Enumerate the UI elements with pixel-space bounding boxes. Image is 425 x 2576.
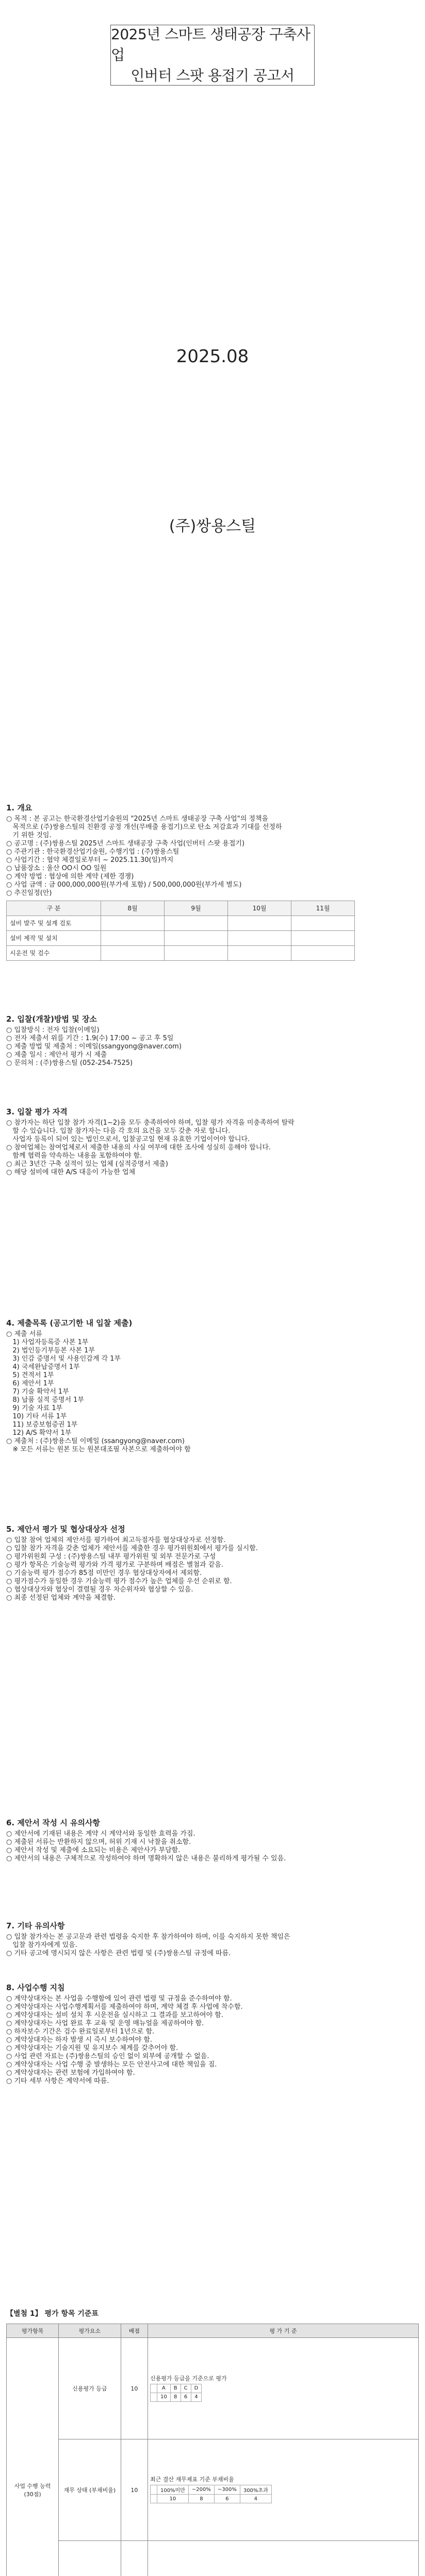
eval-item: [59, 2541, 121, 2576]
eval-row: [7, 2439, 419, 2541]
text-line: ○ 공고명 : (주)쌍용스틸 2025년 스마트 생태공장 구축 사업(인버터 스팟 용접기): [6, 840, 245, 848]
section-heading: 7. 기타 유의사항: [6, 1921, 65, 1930]
eval-criteria-cell: [148, 2439, 418, 2541]
text-line: ○ 참여업체는 참여업체로서 제출한 내용의 사실 여부에 대한 조사에 성실히 응해야 합니다.: [6, 1144, 271, 1151]
grade-cell: A: [157, 2384, 170, 2393]
text-line: ○ 최근 3년간 구축 실적이 있는 업체 (실적증명서 제출): [6, 1160, 168, 1168]
text-line: ○ 계약상대자는 사업 수행 중 발생하는 모든 안전사고에 대한 책임을 짐.: [6, 2061, 217, 2069]
text-line: ○ 입찰 참여 업체의 제안서를 평가하여 최고득점자를 협상대상자로 선정함.: [6, 1536, 226, 1544]
grade-cell: D: [191, 2384, 202, 2393]
schedule-cell: [101, 916, 165, 931]
text-line: ○ 추진일정(안): [6, 889, 52, 897]
text-line: 11) 보증보험증권 1부: [6, 1421, 78, 1429]
section-body: [6, 1119, 419, 1177]
section-heading: 2. 입찰(개찰)방법 및 장소: [6, 1014, 97, 1024]
text-line: ○ 제출처 : (주)쌍용스틸 이메일 (ssangyong@naver.com): [6, 1437, 185, 1445]
text-line: 함께 협력을 약속하는 내용을 포함하여야 함.: [6, 1152, 142, 1160]
schedule-cell: [165, 916, 228, 931]
section-bid-method: [6, 1015, 419, 1067]
section-other-notes: [6, 1922, 419, 1958]
text-line: ○ 계약상대자는 본 사업을 수행함에 있어 관련 법령 및 규정을 준수하여야 함.: [6, 1995, 232, 2003]
section-evaluation: [6, 1525, 419, 1602]
text-line: 3) 인감 증명서 및 사용인감계 각 1부: [6, 1355, 121, 1363]
text-line: 기 위한 것임.: [6, 832, 52, 839]
document-title-line-2: 인버터 스팟 용접기 공고서: [130, 67, 295, 84]
section-body: [6, 1933, 419, 1958]
section-heading: 4. 제출목록 (공고기한 내 입찰 제출): [6, 1318, 133, 1328]
text-line: ○ 제안서에 기재된 내용은 계약 시 계약서와 동일한 효력을 가짐.: [6, 1830, 195, 1838]
text-line: ○ 계약상대자는 하자 발생 시 즉시 보수하여야 함.: [6, 2036, 153, 2044]
schedule-table: [6, 901, 355, 961]
text-line: 1) 사업자등록증 사본 1부: [6, 1338, 89, 1346]
text-line: ※ 모든 서류는 원본 또는 원본대조필 사본으로 제출하여야 함: [6, 1446, 191, 1453]
schedule-cell: [291, 931, 355, 946]
section-heading: 8. 사업수행 지침: [6, 1983, 65, 1992]
text-line: ○ 평가위원회 구성 : (주)쌍용스틸 내부 평가위원 및 외부 전문가로 구성: [6, 1553, 216, 1561]
points-cell: 6: [181, 2393, 191, 2401]
eval-header: 평 가 기 준: [148, 2324, 418, 2338]
text-line: ○ 제안서 작성 및 제출에 소요되는 비용은 제안사가 부담함.: [6, 1846, 181, 1854]
schedule-header-label: 구 분: [7, 901, 101, 916]
schedule-row: [7, 916, 355, 931]
eval-header: 배점: [121, 2324, 148, 2338]
section-body: [6, 1995, 419, 2086]
document-title-line-1: 2025년 스마트 생태공장 구축사업: [111, 26, 310, 63]
evaluation-table-1-wrapper: [6, 2324, 419, 2576]
text-line: 12) A/S 확약서 1부: [6, 1429, 72, 1437]
points-cell: 8: [170, 2393, 181, 2401]
points-cell: 10: [157, 2393, 170, 2401]
text-line: ○ 기타 공고에 명시되지 않은 사항은 관련 법령 및 (주)쌍용스틸 규정에 따름.: [6, 1950, 231, 1957]
document-title-box: [110, 25, 315, 86]
text-line: ○ 계약상대자는 설비 설치 후 시운전을 실시하고 그 결과를 보고하여야 함.: [6, 2011, 223, 2019]
text-line: ○ 평가 항목은 기술능력 평가와 가격 평가로 구분하며 배점은 별첨과 같음.: [6, 1561, 223, 1569]
section-submission-list: [6, 1319, 419, 1454]
eval-item: 신용평가 등급: [59, 2338, 121, 2439]
text-line: 입찰 참가자에게 있음.: [6, 1941, 77, 1949]
text-line: 2) 법인등기부등본 사본 1부: [6, 1347, 95, 1354]
points-cell: 4: [191, 2393, 202, 2401]
schedule-header-month: 8월: [101, 901, 165, 916]
eval-score: 10: [121, 2338, 148, 2439]
evaluation-table-1: [6, 2324, 419, 2576]
section-body: [6, 1536, 419, 1602]
text-line: ○ 기술능력 평가 점수가 85점 미만인 경우 협상대상자에서 제외함.: [6, 1569, 202, 1577]
section-heading: 6. 제안서 작성 시 유의사항: [6, 1818, 100, 1827]
text-line: ○ 평가점수가 동일한 경우 기술능력 평가 점수가 높은 업체를 우선 순위로 함.: [6, 1578, 232, 1585]
text-line: ○ 제출 서류: [6, 1330, 42, 1338]
annex-heading: 【별첨 1】 평가 항목 기준표: [6, 2310, 99, 2318]
eval-item: 재무 상태 (부채비율): [59, 2439, 121, 2541]
grade-label: [150, 2384, 157, 2393]
grade-table: [150, 2485, 272, 2503]
text-line: ○ 문의처 : (주)쌍용스틸 (052-254-7525): [6, 1059, 133, 1067]
section-heading: 1. 개요: [6, 803, 32, 812]
text-line: ○ 사업 금액 : 금 000,000,000원(부가세 포함) / 500,000,000원(부가세 별도): [6, 881, 242, 889]
eval-criteria-cell: [148, 2541, 418, 2576]
text-line: 10) 기타 서류 1부: [6, 1413, 67, 1420]
section-overview: [6, 804, 419, 961]
text-line: 8) 납품 실적 증명서 1부: [6, 1396, 85, 1404]
text-line: ○ 입찰방식 : 전자 입찰(이메일): [6, 1026, 100, 1034]
grade-label: [150, 2485, 157, 2495]
schedule-cell: [101, 931, 165, 946]
company-name: (주)쌍용스틸: [169, 517, 256, 535]
schedule-row: [7, 931, 355, 946]
eval-header: 평가요소: [59, 2324, 121, 2338]
schedule-cell: [291, 916, 355, 931]
schedule-cell: [228, 946, 291, 961]
grade-row: [150, 2485, 271, 2495]
eval-row: [7, 2541, 419, 2576]
text-line: 5) 견적서 1부: [6, 1371, 54, 1379]
text-line: ○ 협상대상자와 협상이 결렬될 경우 차순위자와 협상할 수 있음.: [6, 1586, 193, 1594]
eval-row: [7, 2338, 419, 2439]
eval-score: 10: [121, 2439, 148, 2541]
document-date: 2025.08: [176, 346, 249, 367]
eval-criteria-text: 최근 결산 재무제표 기준 부채비율: [150, 2476, 234, 2483]
grade-row: [150, 2384, 201, 2393]
grade-table: [150, 2384, 202, 2402]
section-proposal-notes: [6, 1819, 419, 1863]
schedule-cell: [165, 931, 228, 946]
points-row: [150, 2393, 201, 2401]
section-body: [6, 815, 419, 897]
schedule-task: 시운전 및 검수: [7, 946, 101, 961]
text-line: ○ 사업 관련 자료는 (주)쌍용스틸의 승인 없이 외부에 공개할 수 없음.: [6, 2053, 209, 2060]
text-line: ○ 제출 일시 : 제안서 평가 시 제출: [6, 1051, 107, 1059]
text-line: ○ 제안서의 내용은 구체적으로 작성하여야 하며 명확하지 않은 내용은 불리하게 평가될 수 있음.: [6, 1855, 286, 1862]
schedule-task: 설비 제작 및 설치: [7, 931, 101, 946]
text-line: 할 수 있습니다. 입찰 참가자는 다음 각 호의 요건을 모두 갖춘 자로 합니다.: [6, 1127, 231, 1135]
text-line: ○ 납품장소 : 울산 OO시 OO 일원: [6, 865, 107, 872]
text-line: ○ 하자보수 기간은 검수 완료일로부터 1년으로 함.: [6, 2028, 155, 2036]
text-line: 6) 제안서 1부: [6, 1380, 54, 1387]
section-heading: 5. 제안서 평가 및 협상대상자 선정: [6, 1524, 125, 1534]
text-line: ○ 계약상대자는 사업수행계획서를 제출하여야 하며, 계약 체결 후 사업에 착수함.: [6, 2003, 243, 2011]
section-body: [6, 1830, 419, 1863]
points-label: [150, 2495, 157, 2503]
grade-cell: 300%초과: [240, 2485, 271, 2495]
points-cell: 8: [188, 2495, 214, 2503]
text-line: ○ 입찰 참가자는 본 공고문과 관련 법령을 숙지한 후 참가하여야 하며, 이를 숙지하지 못한 책임은: [6, 1933, 290, 1941]
text-line: ○ 기타 세부 사항은 계약서에 따름.: [6, 2077, 109, 2085]
eval-criteria-text: 신용평가 등급을 기준으로 평가: [150, 2375, 227, 2382]
text-line: ○ 제출된 서류는 반환하지 않으며, 허위 기재 시 낙찰을 취소함.: [6, 1838, 191, 1846]
eval-criteria-cell: [148, 2338, 418, 2439]
text-line: ○ 최종 선정된 업체와 계약을 체결함.: [6, 1594, 116, 1602]
eval-group: 사업 수행 능력 (30점): [7, 2338, 59, 2576]
grade-cell: ~300%: [214, 2485, 240, 2495]
text-line: ○ 계약상대자는 관련 보험에 가입하여야 함.: [6, 2069, 135, 2077]
section-qualification: [6, 1108, 419, 1177]
schedule-header-month: 11월: [291, 901, 355, 916]
text-line: ○ 목적 : 본 공고는 한국환경산업기술원의 "2025년 스마트 생태공장 구축 사업"의 정책을: [6, 815, 269, 823]
schedule-cell: [228, 916, 291, 931]
section-execution-guidelines: [6, 1984, 419, 2086]
text-line: 9) 기술 자료 1부: [6, 1404, 63, 1412]
text-line: ○ 계약상대자는 사업 완료 후 교육 및 운영 매뉴얼을 제공하여야 함.: [6, 2020, 204, 2027]
schedule-task: 설비 발주 및 설계 검토: [7, 916, 101, 931]
text-line: ○ 입찰 참가 자격을 갖춘 업체가 제안서를 제출한 경우 평가위원회에서 평가를 실시함.: [6, 1545, 258, 1552]
eval-header: 평가항목: [7, 2324, 59, 2338]
text-line: ○ 사업기간 : 협약 체결일로부터 ~ 2025.11.30(일)까지: [6, 856, 174, 864]
text-line: ○ 제출 방법 및 제출처 : 이메일(ssangyong@naver.com): [6, 1043, 182, 1050]
text-line: 목적으로 (주)쌍용스틸의 친환경 공정 개선(무배출 용접기)으로 탄소 저감효과 기대를 선정하: [6, 823, 282, 831]
points-cell: 6: [214, 2495, 240, 2503]
text-line: 7) 기술 확약서 1부: [6, 1388, 69, 1396]
section-body: [6, 1026, 419, 1067]
schedule-cell: [165, 946, 228, 961]
grade-cell: C: [181, 2384, 191, 2393]
eval-score: [121, 2541, 148, 2576]
schedule-header-month: 9월: [165, 901, 228, 916]
text-line: ○ 계약상대자는 기술지원 및 유지보수 체계를 갖추어야 함.: [6, 2044, 178, 2052]
text-line: 4) 국세완납증명서 1부: [6, 1363, 80, 1371]
schedule-cell: [291, 946, 355, 961]
schedule-header-month: 10월: [228, 901, 291, 916]
grade-cell: ~200%: [188, 2485, 214, 2495]
schedule-cell: [101, 946, 165, 961]
text-line: ○ 참가자는 하단 입찰 참가 자격(1~2)을 모두 충족하여야 하며, 입찰 평가 자격을 미충족하여 탈락: [6, 1119, 295, 1127]
text-line: ○ 계약 방법 : 협상에 의한 계약 (제한 경쟁): [6, 873, 134, 880]
grade-cell: 100%미만: [157, 2485, 188, 2495]
points-cell: 4: [240, 2495, 271, 2503]
text-line: ○ 해당 설비에 대한 A/S 대응이 가능한 업체: [6, 1168, 136, 1176]
schedule-row: [7, 946, 355, 961]
points-cell: 10: [157, 2495, 188, 2503]
text-line: 사업자 등록이 되어 있는 법인으로서, 입찰공고일 현재 유효한 기업이어야 합니다.: [6, 1136, 250, 1143]
grade-cell: B: [170, 2384, 181, 2393]
section-body: [6, 1330, 419, 1454]
section-heading: 3. 입찰 평가 자격: [6, 1107, 68, 1116]
text-line: ○ 주관기관 : 한국환경산업기술원, 수행기업 : (주)쌍용스틸: [6, 848, 179, 856]
text-line: ○ 전자 제출서 위를 기간 : 1.9(수) 17:00 ~ 공고 후 5일: [6, 1035, 174, 1042]
points-label: [150, 2393, 157, 2401]
schedule-cell: [228, 931, 291, 946]
points-row: [150, 2495, 271, 2503]
